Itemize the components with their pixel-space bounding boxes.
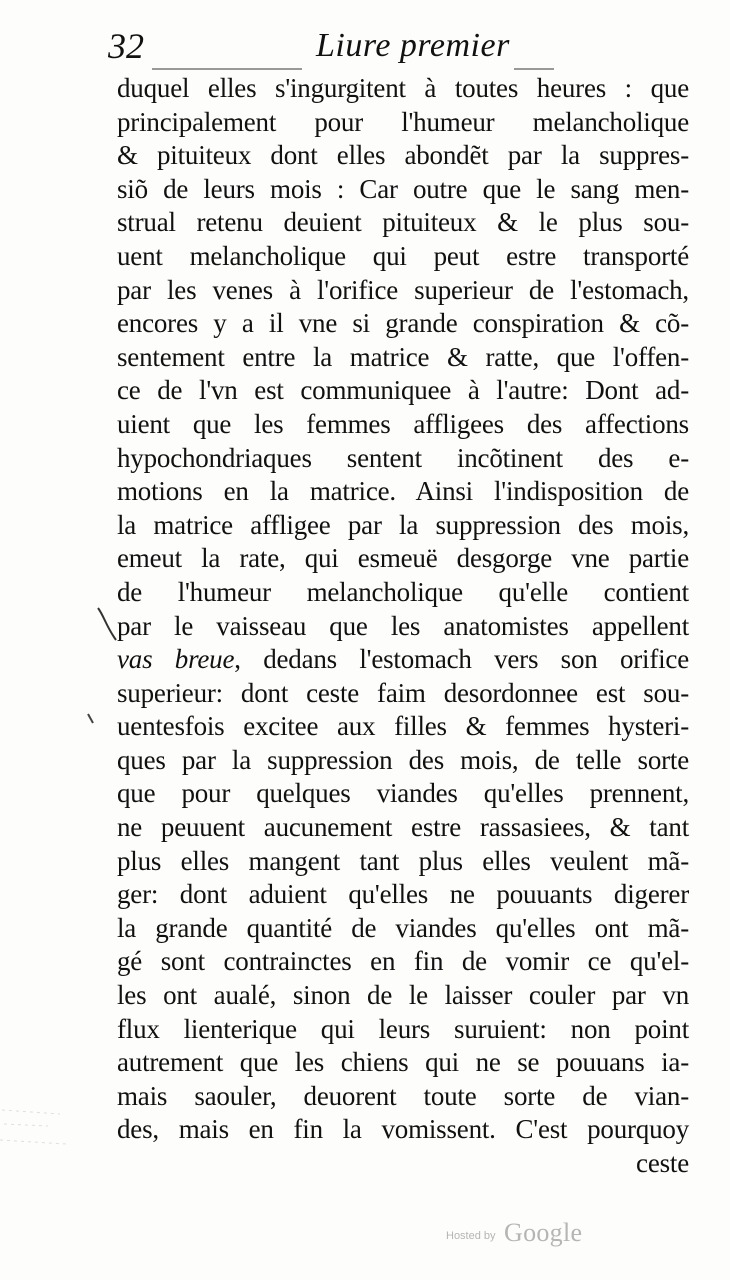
body-text — [117, 72, 689, 1181]
text-line: autrement que les chiens qui ne se pouuans ia- — [117, 1047, 689, 1078]
text-line: flux lienterique qui leurs suruient: non point — [117, 1013, 689, 1044]
head-rule-left — [152, 68, 302, 70]
text-line: uentesfois excitee aux filles & femmes hysteri- — [117, 711, 689, 742]
text-line: par les venes à l'orifice superieur de l'estomach, — [117, 274, 689, 305]
text-line: ne peuuent aucunement estre rassasiees, & tant — [117, 812, 689, 843]
scan-edge-noise — [0, 1100, 70, 1160]
head-rule-right — [514, 68, 554, 70]
text-line: ger: dont aduient qu'elles ne pouuants digerer — [117, 879, 689, 910]
text-line: encores y a il vne si grande conspiration & cõ- — [117, 308, 689, 339]
running-title: Liure premier — [316, 27, 510, 64]
text-line: de l'humeur melancholique qu'elle contient — [117, 576, 689, 607]
text-line: motions en la matrice. Ainsi l'indisposition de — [117, 476, 689, 507]
google-watermark — [446, 1218, 616, 1252]
text-line: uient que les femmes affligees des affections — [117, 408, 689, 439]
watermark-brand: Google — [504, 1218, 583, 1247]
text-line: que pour quelques viandes qu'elles prennent, — [117, 778, 689, 809]
text-line: hypochondriaques sentent incõtinent des e- — [117, 442, 689, 473]
text-line-italic — [117, 643, 689, 677]
watermark-prefix: Hosted by — [446, 1230, 496, 1242]
text-line: siõ de leurs mois : Car outre que le sang men- — [117, 173, 689, 204]
text-line: principalement pour l'humeur melancholique — [117, 106, 689, 137]
ink-speck — [86, 712, 96, 726]
text-line: par le vaisseau que les anatomistes appellent — [117, 610, 689, 641]
text-line: des, mais en fin la vomissent. C'est pourquoy — [117, 1114, 689, 1145]
text-line: ce de l'vn est communiquee à l'autre: Dont ad- — [117, 375, 689, 406]
running-head — [108, 24, 668, 68]
text-line-rest: , dedans l'estomach vers son orifice — [234, 644, 690, 675]
text-line: mais saouler, deuorent toute sorte de vian- — [117, 1080, 689, 1111]
text-line: emeut la rate, qui esmeuë desgorge vne partie — [117, 543, 689, 574]
text-line: les ont aualé, sinon de le laisser couler par vn — [117, 980, 689, 1011]
catchword: ceste — [636, 1148, 689, 1178]
text-line: plus elles mangent tant plus elles veulent mã- — [117, 845, 689, 876]
italic-term: vas breue — [117, 644, 235, 675]
text-line: la matrice affligee par la suppression des mois, — [117, 509, 689, 540]
page-number: 32 — [108, 26, 144, 66]
text-line: gé sont contrainctes en fin de vomir ce qu'el- — [117, 946, 689, 977]
text-line: superieur: dont ceste faim desordonnee est sou- — [117, 677, 689, 708]
text-line: & pituiteux dont elles abondẽt par la suppres- — [117, 140, 689, 171]
text-line: ques par la suppression des mois, de telle sorte — [117, 744, 689, 775]
margin-annotation-mark — [96, 604, 118, 644]
text-line: la grande quantité de viandes qu'elles ont mã- — [117, 912, 689, 943]
text-line: strual retenu deuient pituiteux & le plus sou- — [117, 207, 689, 238]
text-line: sentement entre la matrice & ratte, que l'offen- — [117, 341, 689, 372]
text-line: duquel elles s'ingurgitent à toutes heures : que — [117, 73, 689, 103]
text-line: uent melancholique qui peut estre transporté — [117, 240, 689, 271]
